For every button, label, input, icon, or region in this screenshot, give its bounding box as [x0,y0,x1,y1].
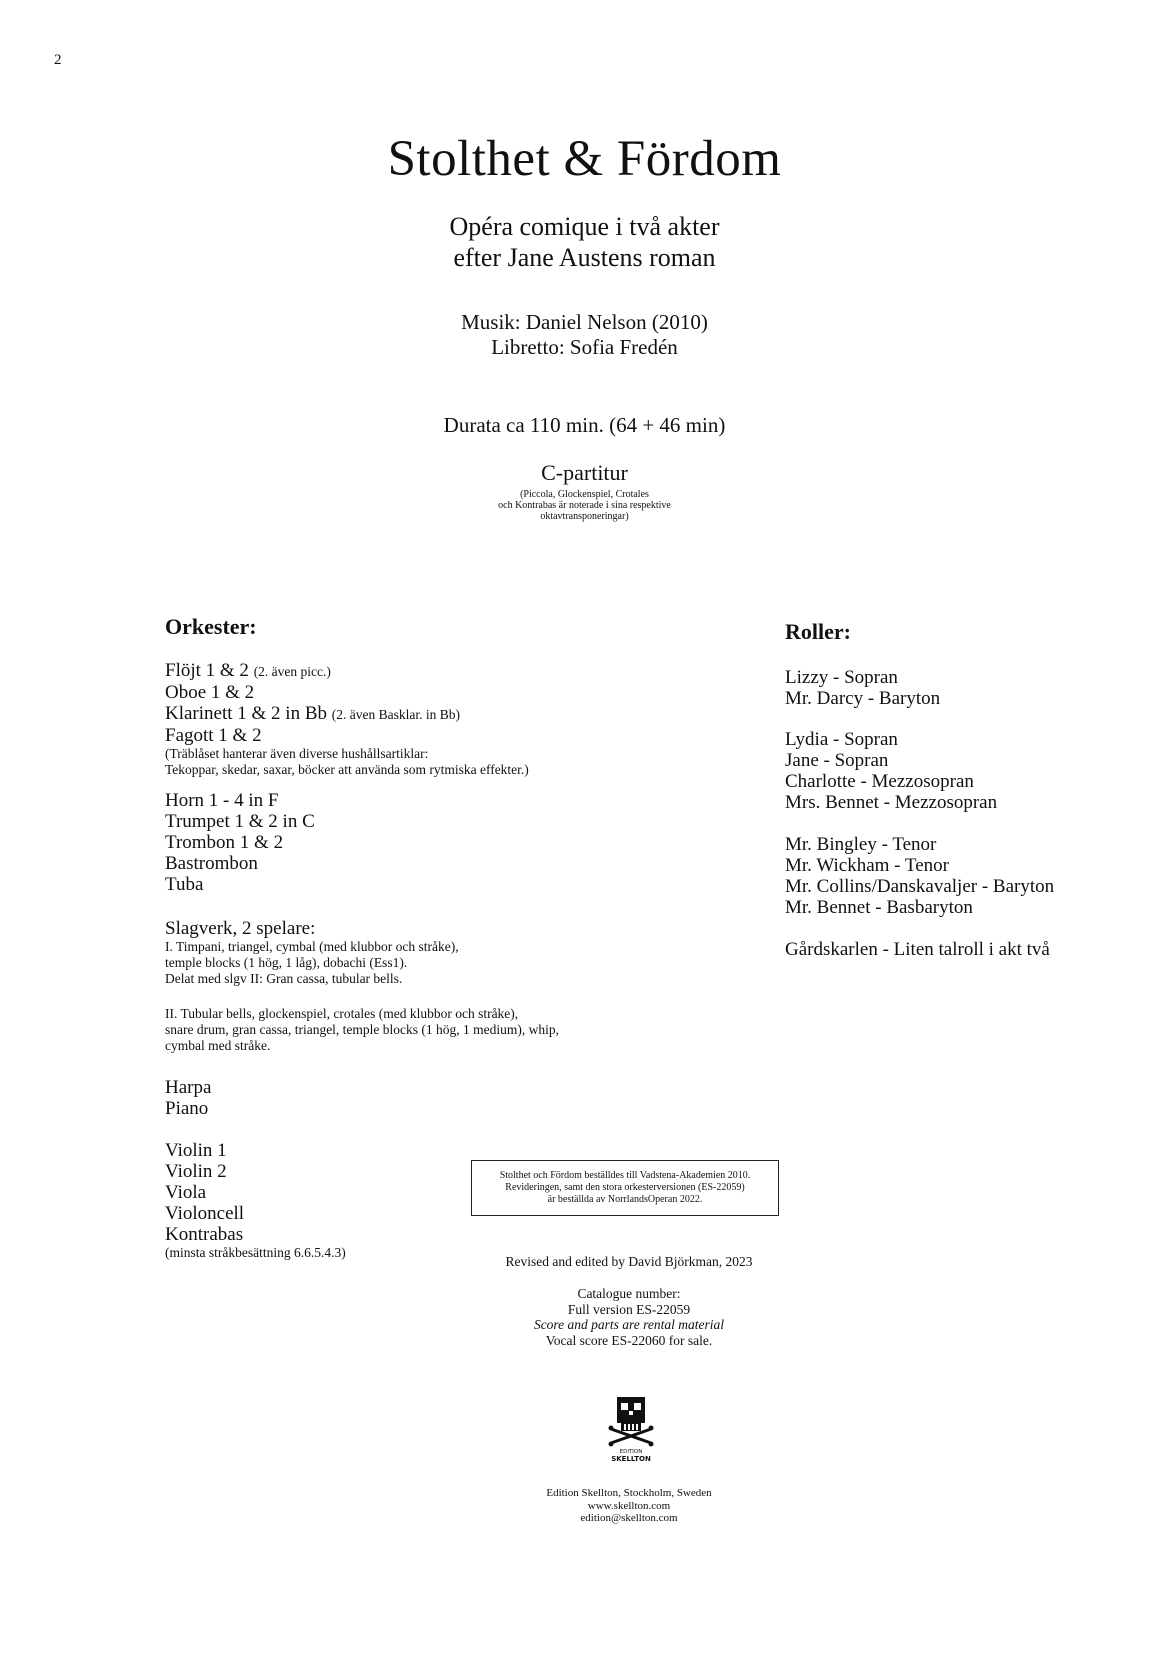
keyboards-list [165,1077,725,1119]
percussion-line: cymbal med stråke. [165,1038,271,1053]
instrument-item [165,725,725,746]
roles-group [785,667,940,709]
role-item: Lizzy - Sopran [785,667,898,688]
roles-group [785,729,997,813]
instrument-item: Trumpet 1 & 2 in C [165,811,315,832]
role-item: Mrs. Bennet - Mezzosopran [785,792,998,813]
percussion-line: I. Timpani, triangel, cymbal (med klubbor och stråke), [165,939,459,954]
logo-edition-text: EDITION [619,1449,643,1455]
orchestra-heading: Orkester: [165,614,257,639]
commission-line: är beställda av NorrlandsOperan 2022. [547,1194,703,1205]
commission-note-box [471,1160,779,1216]
percussion-player-1 [165,939,725,987]
roles-group [785,834,1054,918]
role-item: Lydia - Sopran [785,729,898,750]
instrument-item: Horn 1 - 4 in F [165,790,279,811]
commission-line: Revideringen, samt den stora orkesterversionen (ES-22059) [505,1182,745,1193]
instrument-name: Fagott 1 & 2 [165,725,262,746]
skull-crossbones-icon [607,1395,655,1463]
woodwinds-note [165,746,725,778]
percussion-player-2 [165,1006,725,1054]
catalogue-full-version: Full version ES-22059 [567,1301,691,1317]
note-line: oktavtransponeringar) [540,511,629,522]
percussion-line: snare drum, gran cassa, triangel, temple blocks (1 hög, 1 medium), whip, [165,1022,560,1037]
edition-skellton-logo [607,1395,655,1463]
role-item: Mr. Bennet - Basbaryton [785,897,973,918]
role-item: Charlotte - Mezzosopran [785,771,974,792]
instrument-item: Trombon 1 & 2 [165,832,284,853]
roles-heading: Roller: [785,619,851,644]
note-line: (Piccola, Glockenspiel, Crotales [520,489,649,500]
role-item: Jane - Sopran [785,750,889,771]
subtitle-line: efter Jane Austens roman [453,243,716,272]
percussion-line: temple blocks (1 hög, 1 låg), dobachi (Ess1). [165,955,408,970]
subtitle-line: Opéra comique i två akter [449,212,720,241]
instrument-item: Piano [165,1098,209,1119]
percussion-line: II. Tubular bells, glockenspiel, crotales (med klubbor och stråke), [165,1006,519,1021]
instrument-item: Bastrombon [165,853,258,874]
commission-line: Stolthet och Fördom beställdes till Vadstena-Akademien 2010. [499,1170,751,1181]
subtitle [0,211,1169,273]
instrument-note: (2. även picc.) [253,664,331,679]
instrument-item: Violin 1 [165,1140,227,1161]
instrument-item: Harpa [165,1077,212,1098]
publisher-address: Edition Skellton, Stockholm, Sweden [546,1487,712,1499]
revision-credit: Revised and edited by David Björkman, 2023 [505,1254,753,1269]
score-type: C-partitur [541,460,628,485]
duration: Durata ca 110 min. (64 + 46 min) [443,413,726,437]
instrument-item: Tuba [165,874,204,895]
composer-credit: Musik: Daniel Nelson (2010) [461,310,708,334]
catalogue-vocal-score: Vocal score ES-22060 for sale. [545,1332,713,1348]
logo-skellton-text: SKELLTON [611,1455,651,1463]
role-item: Mr. Bingley - Tenor [785,834,937,855]
instrument-item [165,660,725,682]
brass-list [165,790,725,895]
instrument-item [165,703,725,725]
credits [0,310,1169,360]
instrument-item: Viola [165,1182,207,1203]
catalogue-info [471,1286,787,1348]
publisher-info [471,1487,787,1525]
percussion-section [165,918,725,1054]
page-title: Stolthet & Fördom [387,131,782,187]
woodwinds-list [165,660,725,778]
role-item: Mr. Wickham - Tenor [785,855,949,876]
catalogue-rental-note: Score and parts are rental material [533,1317,725,1332]
note-line: (Träblåset hanterar även diverse hushållsartiklar: [165,746,429,761]
role-item: Mr. Collins/Danskavaljer - Baryton [785,876,1055,897]
instrument-note: (2. även Basklar. in Bb) [331,707,460,722]
publisher-website: www.skellton.com [587,1499,671,1512]
percussion-heading: Slagverk, 2 spelare: [165,918,316,939]
instrument-item [165,682,725,703]
instrument-item: Violin 2 [165,1161,227,1182]
role-item: Gårdskarlen - Liten talroll i akt två [785,939,1050,960]
page-number: 2 [54,52,62,68]
instrument-item: Kontrabas [165,1224,244,1245]
roles-group [785,939,1050,960]
publisher-email: edition@skellton.com [580,1512,678,1524]
note-line: Tekoppar, skedar, saxar, böcker att använda som rytmiska effekter.) [165,762,529,777]
note-line: och Kontrabas är noterade i sina respektive [498,500,671,511]
librettist-credit: Libretto: Sofia Fredén [491,335,678,359]
strings-note: (minsta stråkbesättning 6.6.5.4.3) [165,1245,346,1260]
instrument-item: Violoncell [165,1203,245,1224]
instrument-name: Oboe 1 & 2 [165,682,255,703]
instrument-name: Flöjt 1 & 2 [165,660,249,681]
role-item: Mr. Darcy - Baryton [785,688,941,709]
percussion-line: Delat med slgv II: Gran cassa, tubular bells. [165,971,403,986]
instrument-name: Klarinett 1 & 2 in Bb [165,703,328,724]
score-type-note [0,489,1169,522]
catalogue-heading: Catalogue number: [577,1286,681,1301]
